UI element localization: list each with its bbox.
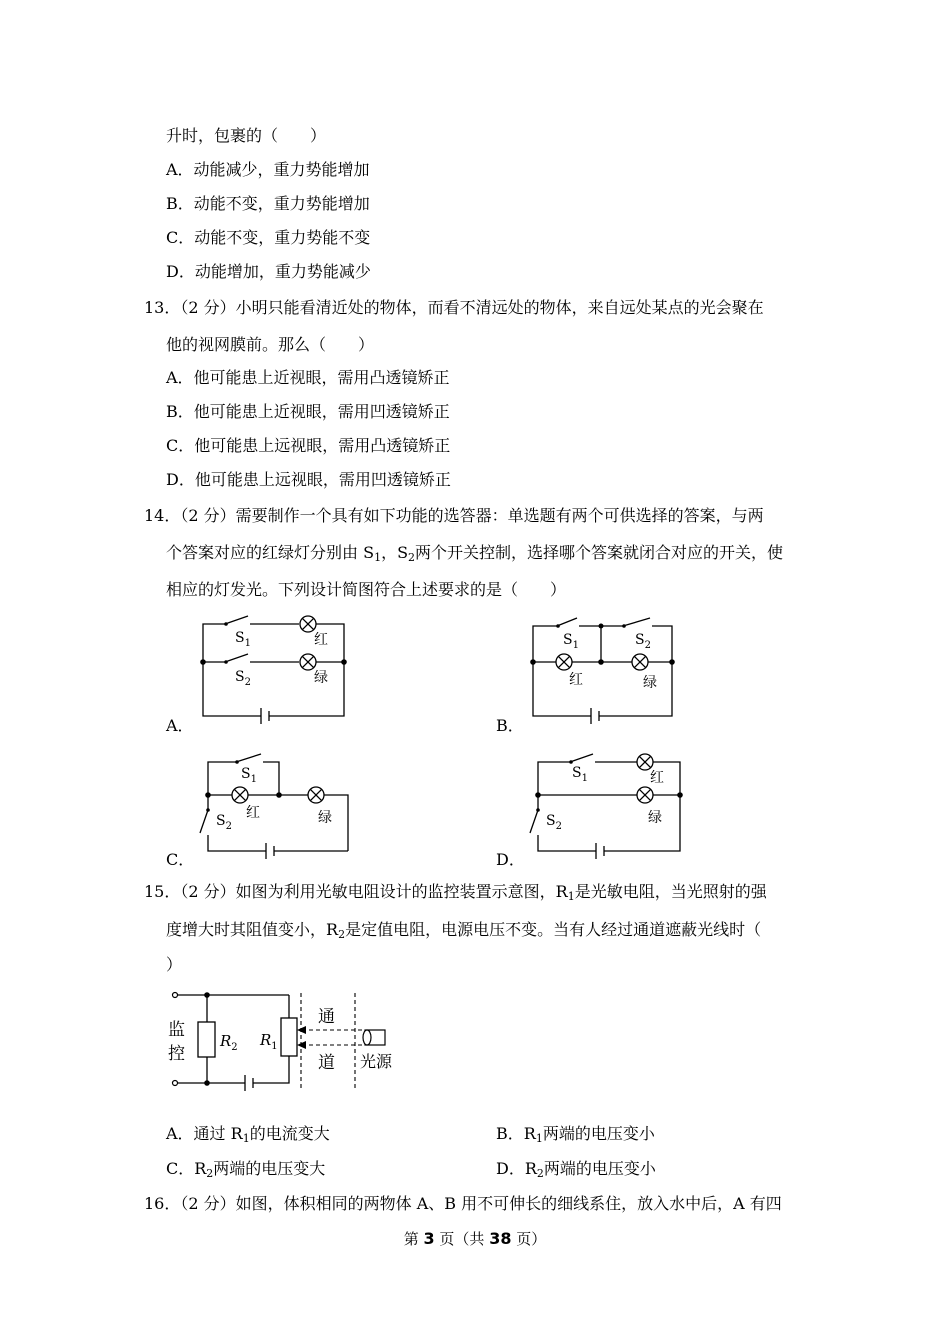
q14-stem-line3: 相应的灯发光。下列设计简图符合上述要求的是（ ） xyxy=(166,580,567,599)
circuit-c-green-lamp-label: 绿 xyxy=(318,810,332,826)
circuit-c-red-lamp-label: 红 xyxy=(246,805,260,821)
circuit-b-diagram xyxy=(525,610,685,725)
q15-option-d: D．$R_2$两端的电压变小 xyxy=(496,1159,656,1180)
circuit-a-diagram xyxy=(195,610,355,725)
q15-stem-line1: 15．（2 分）如图为利用光敏电阻设计的监控装置示意图，$R_1$是光敏电阻，当光照射的强 xyxy=(144,882,767,903)
q14-label-a: A． xyxy=(166,716,194,735)
circuit-d-red-lamp-label: 红 xyxy=(650,770,664,786)
circuit-b-switch-s1-label: $S_1$ xyxy=(563,632,579,651)
q13-option-d: D．他可能患上远视眼，需用凹透镜矫正 xyxy=(166,470,451,489)
q14-stem-line2: 个答案对应的红绿灯分别由 $S_1$，$S_2$两个开关控制，选择哪个答案就闭合对应的开关，使 xyxy=(166,543,784,564)
q12-option-d: D．动能增加，重力势能减少 xyxy=(166,262,371,281)
circuit-c-switch-s1-label: $S_1$ xyxy=(241,766,257,785)
monitor-r2-label: $R_2$ xyxy=(220,1032,238,1053)
monitor-label-kong: 控 xyxy=(168,1044,185,1064)
q15-stem-line3: ） xyxy=(166,955,183,974)
q13-stem-line1: 13．（2 分）小明只能看清近处的物体，而看不清远处的物体，来自远处某点的光会聚在 xyxy=(144,298,764,317)
q13-option-a: A．他可能患上近视眼，需用凸透镜矫正 xyxy=(166,368,450,387)
monitor-label-jian: 监 xyxy=(168,1020,185,1040)
q14-label-c: C． xyxy=(166,850,195,869)
q15-option-a: A．通过 $R_1$的电流变大 xyxy=(166,1124,330,1145)
monitor-r1-label: $R_1$ xyxy=(260,1031,278,1052)
monitor-circuit-diagram xyxy=(165,985,405,1093)
circuit-b-red-lamp-label: 红 xyxy=(569,672,583,688)
q12-option-b: B．动能不变，重力势能增加 xyxy=(166,194,370,213)
circuit-b-switch-s2-label: $S_2$ xyxy=(635,632,651,651)
circuit-a-red-lamp-label: 红 xyxy=(314,632,328,648)
q15-option-b: B．$R_1$两端的电压变小 xyxy=(496,1124,655,1145)
q15-stem-line2: 度增大时其阻值变小，$R_2$是定值电阻，电源电压不变。当有人经过通道遮蔽光线时（ xyxy=(166,920,762,941)
page-number: 3 xyxy=(423,1229,435,1248)
circuit-c-diagram xyxy=(192,745,357,860)
circuit-a-green-lamp-label: 绿 xyxy=(314,670,328,686)
circuit-c-switch-s2-label: $S_2$ xyxy=(216,813,232,832)
circuit-a-switch-s1-label: $S_1$ xyxy=(235,630,251,649)
page-footer: 第 3 页（共 38 页） xyxy=(403,1229,547,1248)
q14-label-d: D． xyxy=(496,850,525,869)
q12-option-c: C．动能不变，重力势能不变 xyxy=(166,228,371,247)
q15-option-c: C．$R_2$两端的电压变大 xyxy=(166,1159,326,1180)
q13-option-c: C．他可能患上远视眼，需用凸透镜矫正 xyxy=(166,436,451,455)
monitor-channel-label-dao: 道 xyxy=(318,1053,335,1073)
q14-label-b: B． xyxy=(496,716,524,735)
q13-stem-line2: 他的视网膜前。那么（ ） xyxy=(166,335,375,354)
q14-stem-line1: 14．（2 分）需要制作一个具有如下功能的选答器：单选题有两个可供选择的答案，与两 xyxy=(144,506,764,525)
monitor-light-source-label: 光源 xyxy=(360,1052,393,1071)
circuit-d-diagram xyxy=(522,745,687,860)
circuit-a-switch-s2-label: $S_2$ xyxy=(235,669,251,688)
circuit-d-switch-s2-label: $S_2$ xyxy=(546,813,562,832)
q12-stem-continuation: 升时，包裹的（ ） xyxy=(166,126,327,145)
circuit-b-green-lamp-label: 绿 xyxy=(643,675,657,691)
q13-option-b: B．他可能患上近视眼，需用凹透镜矫正 xyxy=(166,402,450,421)
circuit-d-switch-s1-label: $S_1$ xyxy=(572,765,588,784)
page-total: 38 xyxy=(489,1229,512,1248)
monitor-channel-label-tong: 通 xyxy=(318,1007,335,1027)
q16-stem-line1: 16．（2 分）如图，体积相同的两物体 A、B 用不可伸长的细线系住，放入水中后，A 有四 xyxy=(144,1194,782,1213)
q12-option-a: A．动能减少，重力势能增加 xyxy=(166,160,370,179)
circuit-d-green-lamp-label: 绿 xyxy=(648,810,662,826)
